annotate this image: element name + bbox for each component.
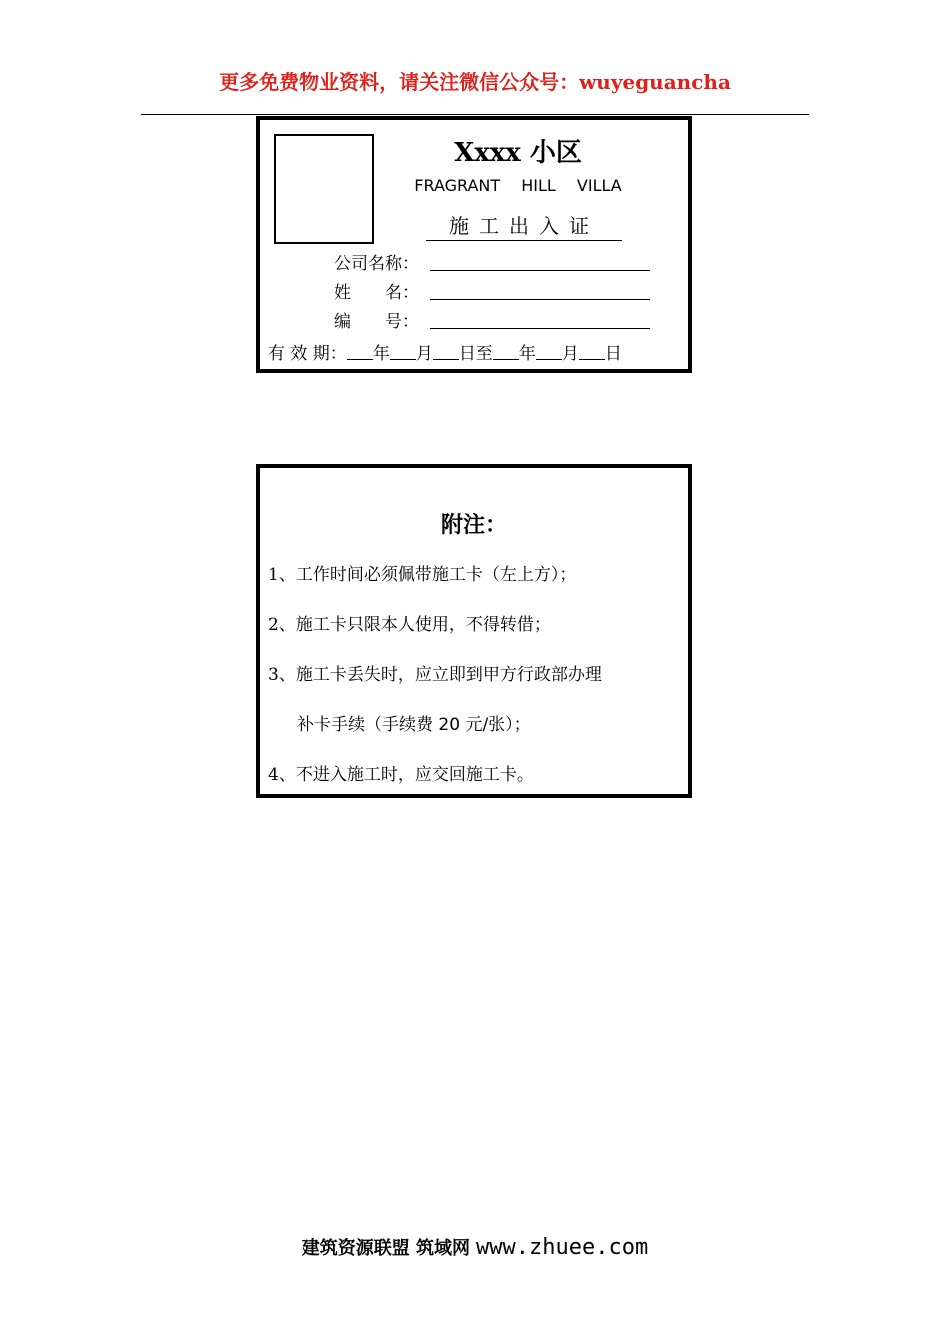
note-text: 、施工卡丢失时，应立即到甲方行政部办理: [278, 665, 602, 685]
footer-label: 建筑资源联盟 筑域网: [301, 1238, 471, 1259]
estate-english-name: FRAGRANT HILL VILLA: [414, 176, 622, 195]
end-year-blank[interactable]: [493, 359, 519, 360]
company-field: [334, 252, 650, 274]
note-text: 、施工卡只限本人使用，不得转借；: [278, 615, 551, 635]
photo-placeholder: [274, 134, 374, 244]
footer-url[interactable]: www.zhuee.com: [476, 1235, 649, 1260]
start-day-blank[interactable]: [433, 359, 459, 360]
validity-label: 有 效 期：: [268, 344, 347, 364]
estate-title: Xxxx 小区: [454, 138, 582, 168]
company-label: 公司名称：: [334, 254, 419, 274]
end-month-blank[interactable]: [536, 359, 562, 360]
notes-card: [256, 464, 692, 798]
end-day-blank[interactable]: [579, 359, 605, 360]
validity-row: [268, 338, 686, 364]
start-month-unit: 月: [415, 344, 433, 364]
name-label: 姓 名：: [334, 283, 419, 303]
permit-title: 施工出入证: [426, 210, 622, 241]
note-number: 4: [268, 765, 279, 785]
note-item: [268, 760, 534, 785]
end-year-unit: 年: [518, 344, 536, 364]
start-day-unit: 日至: [458, 344, 493, 364]
header-rule: [141, 114, 809, 115]
name-blank[interactable]: [430, 299, 650, 300]
note-number: 1: [268, 565, 279, 585]
start-month-blank[interactable]: [390, 359, 416, 360]
note-item: [268, 560, 576, 585]
note-item: [268, 660, 602, 685]
note-item: [268, 610, 551, 635]
note-text: 、不进入施工时，应交回施工卡。: [278, 765, 534, 785]
name-field: [334, 281, 650, 303]
permit-card: [256, 116, 692, 373]
footer: [0, 1234, 950, 1260]
end-month-unit: 月: [561, 344, 579, 364]
note-text: 补卡手续（手续费 20 元/张）；: [297, 715, 531, 735]
note-item-continuation: [297, 710, 531, 735]
promo-banner: 更多免费物业资料，请关注微信公众号：wuyeguancha: [219, 70, 731, 94]
note-text: 、工作时间必须佩带施工卡（左上方）；: [278, 565, 577, 585]
note-number: 3: [268, 665, 279, 685]
start-year-blank[interactable]: [347, 359, 373, 360]
number-blank[interactable]: [430, 328, 650, 329]
number-field: [334, 310, 650, 332]
note-number: 2: [268, 615, 279, 635]
end-day-unit: 日: [604, 344, 622, 364]
start-year-unit: 年: [372, 344, 390, 364]
notes-title: 附注：: [440, 513, 507, 538]
number-label: 编 号：: [334, 312, 419, 332]
company-blank[interactable]: [430, 270, 650, 271]
